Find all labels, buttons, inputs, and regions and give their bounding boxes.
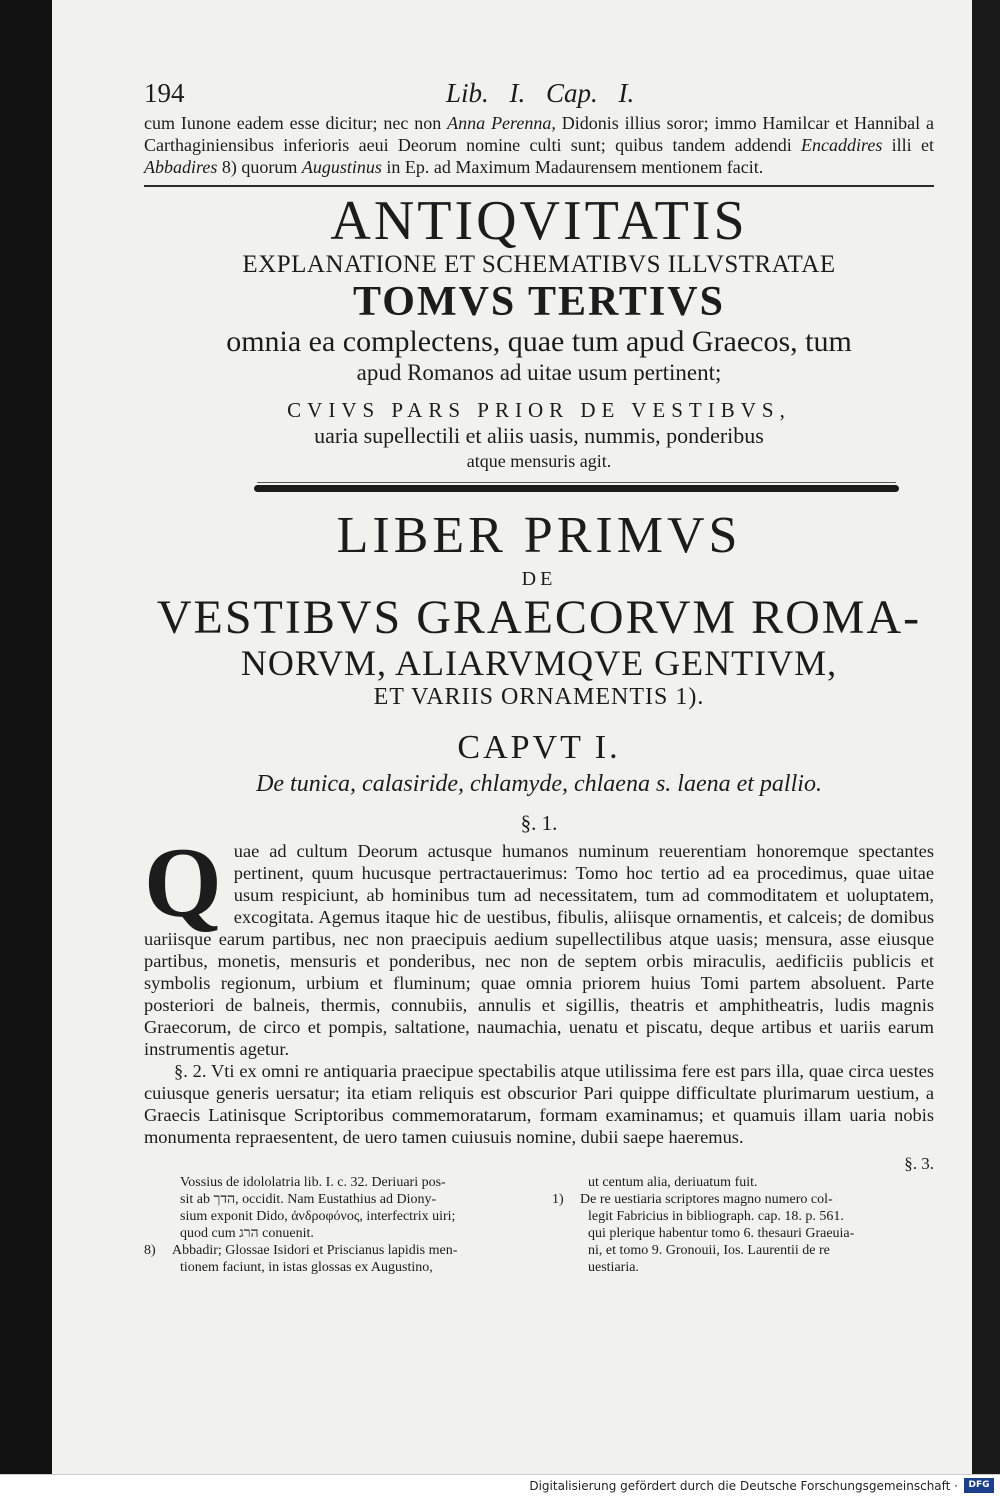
footnote-line: sit ab הדך, occidit. Nam Eustathius ad Diony-: [180, 1192, 437, 1207]
paragraph-2: §. 2. Vti ex omni re antiquaria praecipue spectabilis atque utilissima fere est pars illa, quae circa uestes cuiusque generis uersatur; ita etiam reliquis est obscurior Pari quippe difficultate plurimarum uestium, a Graecis Latinisque Scriptoribus commemoratarum, formam examinamus; et quamuis illam uaria nobis monumenta repraesentent, de uero tamen cuiusuis nomine, dubii saepe haeremus.: [144, 1061, 934, 1147]
footnote-line: legit Fabricius in bibliograph. cap. 18. p. 561.: [588, 1209, 844, 1224]
heading-vestibus-1: VESTIBVS GRAECORVM ROMA-: [156, 591, 922, 644]
footnote-1: [552, 1191, 934, 1208]
footnotes-right: [552, 1174, 934, 1276]
prelude-text-1: cum Iunone eadem esse dicitur; nec non: [144, 113, 448, 133]
prelude-paragraph: [144, 112, 934, 178]
prelude-text-3: illi et: [882, 135, 934, 155]
prelude-text-4: 8) quorum: [217, 157, 302, 177]
caput-subtitle: De tunica, calasiride, chlamyde, chlaena s. laena et pallio.: [256, 771, 822, 797]
footnote-line: ni, et tomo 9. Gronouii, Ios. Laurentii de re: [588, 1243, 830, 1258]
footnote-line: tionem faciunt, in istas glossas ex Augustino,: [180, 1260, 433, 1275]
section-mark-1: §. 1.: [520, 811, 558, 835]
prelude-italic-4: Augustinus: [301, 157, 382, 177]
footnote-line: sium exponit Dido, ἀνδροφόνος, interfectrix uiri;: [180, 1209, 456, 1224]
prelude-italic-3: Abbadires: [144, 157, 218, 177]
footnote-line: Abbadir; Glossae Isidori et Priscianus lapidis men-: [172, 1243, 458, 1258]
page-header: [144, 78, 934, 112]
section-mark-3: §. 3.: [904, 1154, 934, 1173]
title-antiquitatis: ANTIQVITATIS: [330, 190, 748, 252]
drop-cap: Q: [144, 827, 222, 938]
footnote-8: [144, 1242, 526, 1259]
footnote-marker: 8): [144, 1243, 156, 1258]
book-page: [52, 0, 972, 1474]
title-cuius-pars: CVIVS PARS PRIOR DE VESTIBVS,: [287, 398, 791, 422]
title-explanatione: EXPLANATIONE ET SCHEMATIBVS ILLVSTRATAE: [242, 251, 836, 278]
title-apud-romanos: apud Romanos ad uitae usum pertinent;: [356, 360, 722, 385]
title-atque: atque mensuris agit.: [466, 451, 612, 471]
title-omnia: omnia ea complectens, quae tum apud Graecos, tum: [226, 325, 852, 358]
ornamental-rule: [254, 485, 899, 492]
funding-text: Digitalisierung gefördert durch die Deutsche Forschungsgemeinschaft ·: [529, 1479, 958, 1493]
paragraph-1: [144, 827, 934, 1060]
title-tomus: TOMVS TERTIVS: [353, 279, 725, 325]
page-content: [144, 78, 934, 1276]
prelude-text-2: Didonis illius soror; immo Hamilcar et Hannibal a Carthaginiensibus inferioris aeui Deorum nomine culti sunt; quibus tandem addendi: [144, 113, 934, 155]
footnote-line: uestiaria.: [588, 1260, 639, 1275]
heading-vestibus-3: ET VARIIS ORNAMENTIS 1).: [373, 684, 705, 710]
footnote-line: De re uestiaria scriptores magno numero col-: [580, 1192, 833, 1207]
heading-de: DE: [521, 568, 557, 590]
heading-vestibus-2: NORVM, ALIARVMQVE GENTIVM,: [240, 643, 838, 683]
footnote-marker: 1): [552, 1192, 564, 1207]
paragraph-1-text: uae ad cultum Deorum actusque humanos numinum reuerentiam honoremque spectantes pertinent, quum hucusque pertractauerimus: Tomo hoc tertio ad ea procedimus, quae uitae usum respiciunt, ab hominibus tum ad necessitatem, tum ad commoditatem et uoluptatem, excogitata. Agemus itaque hic de uestibus, fibulis, aliisque ornamentis, et calceis; de domibus uariisque earum partibus, nec non praecipuis aedium supellectilibus atque uasis; mensura, asse eiusque partibus, monetis, mensuris et ponderibus, nec non de septem orbis miraculis, aedificiis publicis et symbolis regionum, urbium et fluminum; quae omnia priorem huius Tomi partem absoluent. Parte posteriori de balneis, thermis, connubiis, annulis et sigillis, theatris et amphitheatris, ludis magnis Graecorum, de circo et pompis, saltatione, naumachia, uenatu et piscatu, deque artibus et uariis earum instrumentis agetur.: [144, 841, 934, 1059]
scan-border-left: [0, 0, 52, 1474]
caput-heading: CAPVT I.: [457, 729, 621, 766]
page-number: 194: [144, 78, 185, 108]
dfg-logo: DFG: [964, 1478, 994, 1493]
footnote-line: Vossius de idololatria lib. I. c. 32. Deriuari pos-: [180, 1175, 446, 1190]
body-text: [144, 827, 934, 1148]
divider-rule: [144, 185, 934, 187]
footnotes: [144, 1174, 934, 1276]
liber-primus: LIBER PRIMVS: [336, 507, 742, 564]
title-uaria: uaria supellectili et aliis uasis, nummis, ponderibus: [314, 423, 764, 448]
title-block: [144, 191, 934, 473]
footnote-line: qui plerique habentur tomo 6. thesauri Graeuia-: [588, 1226, 855, 1241]
footnotes-left: [144, 1174, 526, 1276]
book-heading: [144, 506, 934, 838]
prelude-text-5: in Ep. ad Maximum Madaurensem mentionem facit.: [381, 157, 764, 177]
footnote-line: ut centum alia, deriuatum fuit.: [588, 1175, 758, 1190]
running-title: Lib. I. Cap. I.: [446, 78, 635, 108]
prelude-italic-1: Anna Perenna,: [447, 113, 556, 133]
footnote-line: quod cum הרג conuenit.: [180, 1226, 314, 1241]
funding-banner: [0, 1474, 1000, 1498]
prelude-italic-2: Encaddires: [801, 135, 883, 155]
scan-border-right: [972, 0, 1000, 1474]
